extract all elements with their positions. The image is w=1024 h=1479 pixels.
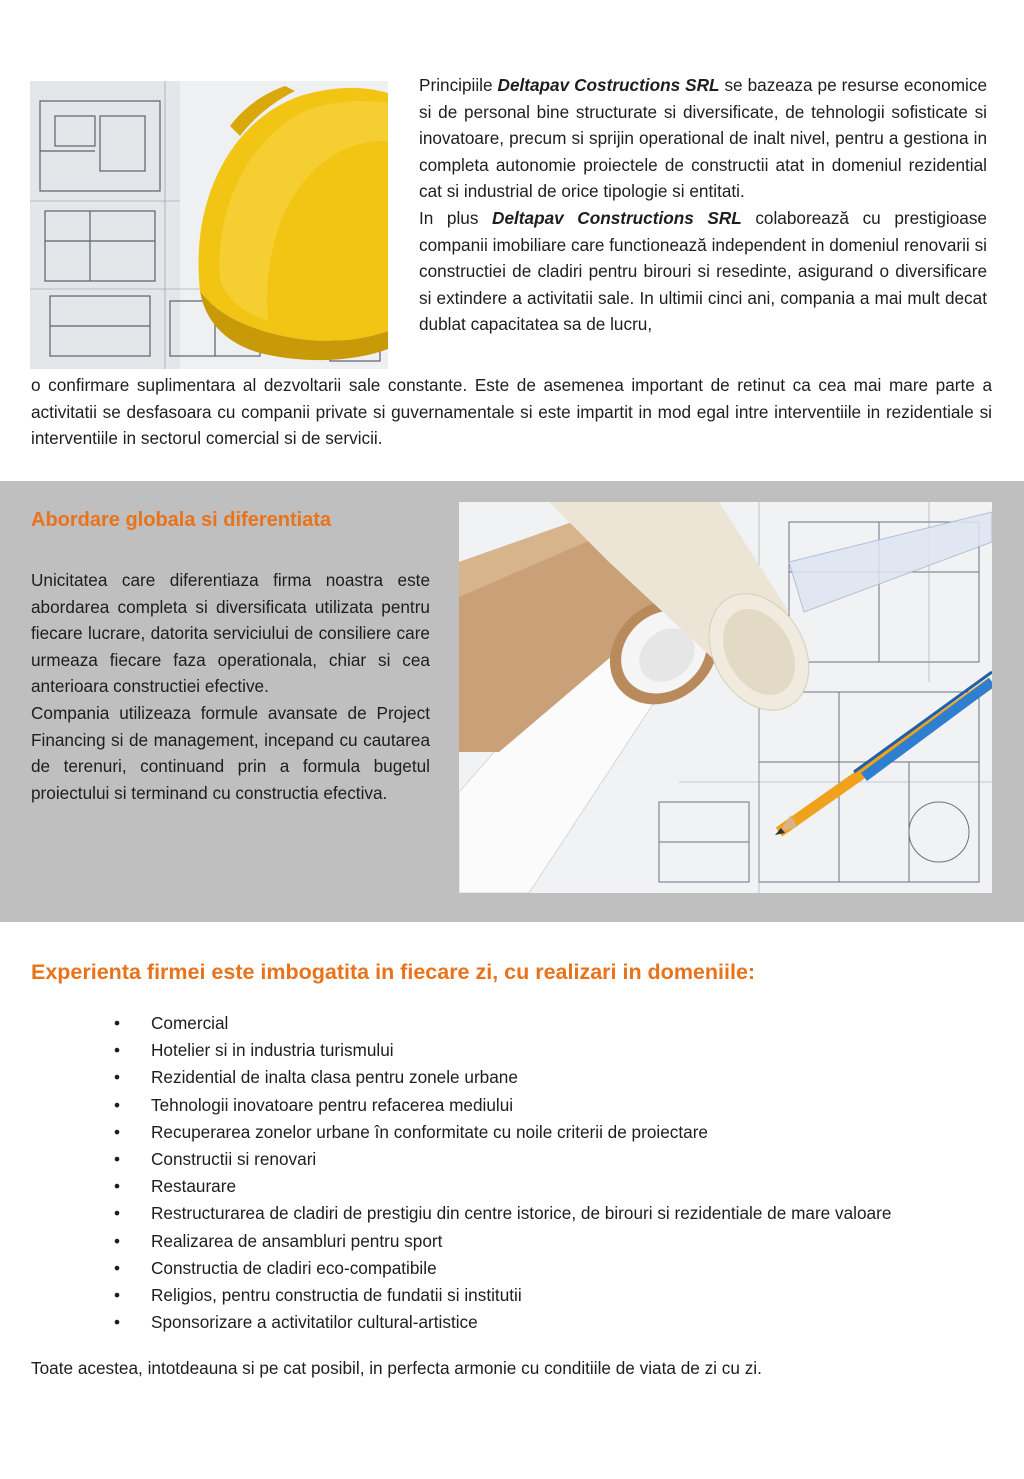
experience-heading: Experienta firmei este imbogatita in fiecare zi, cu realizari in domeniile:: [31, 960, 756, 984]
intro-p1-start: Principiile: [419, 75, 498, 95]
bullet-icon: •: [114, 1013, 121, 1033]
list-item-text: Comercial: [151, 1013, 229, 1033]
list-item-text: Constructia de cladiri eco-compatibile: [151, 1257, 437, 1278]
list-item: [110, 1228, 891, 1255]
list-item: [110, 1255, 891, 1282]
company-name: Deltapav Costructions SRL: [497, 75, 720, 95]
intro-p2-start: In plus: [419, 207, 493, 228]
approach-paragraph-2: Compania utilizeaza formule avansate de Project Financing si de management, incepand cu cautarea de terenuri, continuand prin a formula bugetul proiectului si terminand cu constructia efectiva.: [31, 702, 430, 803]
helmet-blueprint-image: [30, 81, 388, 369]
bullet-icon: •: [114, 1121, 121, 1142]
intro-p1-rest: se bazeaza pe resurse economice si de personal bine structurate si diversificate, de tehnologii sofisticate si inovatoare, precum si sprijin operational de inalt nivel, pentru a gestiona in completa autonomie proiectele de constructii atat in domeniul rezidential cat si industrial de orice tipologie si entitati.: [419, 75, 987, 202]
bullet-icon: •: [114, 1040, 121, 1061]
list-item: [110, 1173, 891, 1200]
domains-list: [110, 1010, 891, 1336]
list-item: [110, 1064, 891, 1091]
bullet-icon: •: [114, 1067, 121, 1088]
bullet-icon: •: [114, 1203, 121, 1224]
list-item: [110, 1146, 891, 1173]
list-item-text: Restaurare: [151, 1176, 237, 1197]
company-name: Deltapav Constructions SRL: [492, 207, 742, 228]
approach-heading: Abordare globala si diferentiata: [31, 509, 332, 531]
list-item: [110, 1010, 891, 1037]
list-item-text: Rezidential de inalta clasa pentru zonele urbane: [151, 1067, 518, 1088]
approach-paragraph-1: Unicitatea care diferentiaza firma noastra este abordarea completa si diversificata utilizata pentru fiecare lucrare, datorita serviciului de consiliere care urmeaza fiecare faza operationala, chiar si cea anterioara constructiei efective.: [31, 570, 430, 697]
approach-body: [31, 567, 430, 806]
list-item-text: Restructurarea de cladiri de prestigiu din centre istorice, de birouri si rezidentiale de mare valoare: [151, 1203, 892, 1224]
list-item-text: Hotelier si in industria turismului: [151, 1040, 394, 1061]
list-item: [110, 1037, 891, 1064]
helmet-blueprint-graphic: [30, 81, 388, 369]
bullet-icon: •: [114, 1148, 121, 1169]
bullet-icon: •: [114, 1230, 121, 1251]
bullet-icon: •: [114, 1257, 121, 1278]
list-item: [110, 1309, 891, 1336]
intro-paragraph-2-continued: o confirmare suplimentara al dezvoltarii sale constante. Este de asemenea important de retinut ca cea mai mare parte a activitatii se desfasoara cu companii private si guvernamentale si este impartit in mod egal intre interventiile in rezidentiale si interventiile in sectorul comercial si de servicii.: [31, 375, 992, 449]
bullet-icon: •: [114, 1284, 121, 1305]
list-item: [110, 1119, 891, 1146]
list-item-text: Sponsorizare a activitatilor cultural-artistice: [151, 1312, 478, 1333]
list-item-text: Religios, pentru constructia de fundatii si institutii: [151, 1284, 522, 1305]
paper-rolls-graphic: [459, 502, 992, 893]
bullet-icon: •: [114, 1176, 121, 1197]
list-item-text: Realizarea de ansambluri pentru sport: [151, 1230, 443, 1251]
intro-p2-rest: colaborează cu prestigioase companii imobiliare care functionează independent in domeniul renovarii si constructiei de cladiri pentru birouri si resedinte, asigurand o diversificare si extindere a activitatii sale. In ultimii cinci ani, compania a mai mult decat dublat capacitatea sa de lucru,: [419, 207, 987, 335]
closing-sentence: Toate acestea, intotdeauna si pe cat posibil, in perfecta armonie cu conditiile de viata de zi cu zi.: [31, 1358, 762, 1378]
bullet-icon: •: [114, 1094, 121, 1115]
intro-paragraph-1: [419, 72, 987, 205]
list-item: [110, 1200, 891, 1227]
list-item-text: Tehnologii inovatoare pentru refacerea mediului: [151, 1094, 514, 1115]
list-item-text: Constructii si renovari: [151, 1148, 317, 1169]
bullet-icon: •: [114, 1312, 121, 1333]
paper-rolls-image: [459, 502, 992, 893]
list-item-text: Recuperarea zonelor urbane în conformitate cu noile criterii de proiectare: [151, 1121, 708, 1142]
list-item: [110, 1282, 891, 1309]
intro-text-right: [419, 72, 987, 338]
intro-paragraph-2: [419, 205, 987, 338]
list-item: [110, 1092, 891, 1119]
